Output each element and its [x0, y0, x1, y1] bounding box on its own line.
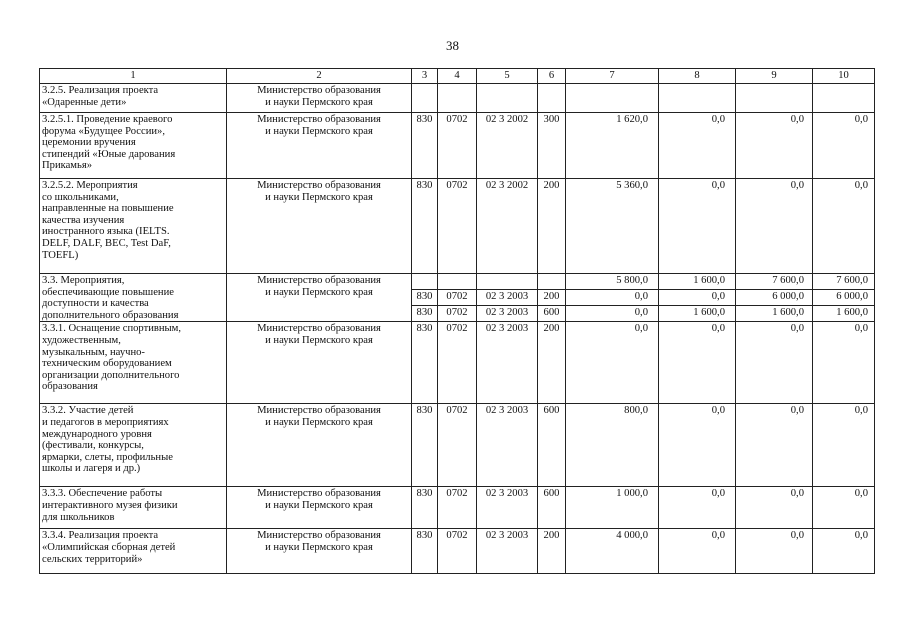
cell-c3: 830 [412, 529, 438, 574]
responsible-org: Министерство образования и науки Пермского края [227, 179, 412, 274]
cell-c10: 0,0 [813, 487, 875, 529]
cell-c4: 0702 [438, 404, 477, 487]
measure-name: 3.3. Мероприятия, обеспечивающие повышение доступности и качества дополнительного образования [40, 274, 227, 322]
table-body [40, 69, 875, 574]
responsible-org: Министерство образования и науки Пермского края [227, 322, 412, 404]
cell-c8: 0,0 [659, 113, 736, 179]
cell-c6 [538, 274, 566, 290]
responsible-org: Министерство образования и науки Пермского края [227, 274, 412, 322]
cell-c6: 200 [538, 529, 566, 574]
responsible-org: Министерство образования и науки Пермского края [227, 113, 412, 179]
cell-c10: 0,0 [813, 404, 875, 487]
cell-c6: 300 [538, 113, 566, 179]
responsible-org: Министерство образования и науки Пермского края [227, 487, 412, 529]
table-row [40, 322, 875, 404]
cell-c5: 02 3 2002 [477, 113, 538, 179]
cell-c3 [412, 84, 438, 113]
responsible-org: Министерство образования и науки Пермского края [227, 84, 412, 113]
cell-c7: 0,0 [566, 290, 659, 306]
cell-c7: 5 360,0 [566, 179, 659, 274]
header-row [40, 69, 875, 84]
cell-c7: 1 000,0 [566, 487, 659, 529]
cell-c8: 0,0 [659, 179, 736, 274]
measure-name: 3.3.2. Участие детей и педагогов в мероприятиях международного уровня (фестивали, конкурсы, ярмарки, слеты, профильные школы и лагеря и др.) [40, 404, 227, 487]
header-cell: 3 [412, 69, 438, 84]
cell-c8: 0,0 [659, 487, 736, 529]
cell-c8: 1 600,0 [659, 306, 736, 322]
header-cell: 8 [659, 69, 736, 84]
cell-c10: 7 600,0 [813, 274, 875, 290]
cell-c5: 02 3 2003 [477, 290, 538, 306]
cell-c9: 0,0 [736, 179, 813, 274]
table-row [40, 179, 875, 274]
header-cell: 7 [566, 69, 659, 84]
cell-c4: 0702 [438, 487, 477, 529]
cell-c3: 830 [412, 487, 438, 529]
cell-c6: 600 [538, 404, 566, 487]
cell-c7: 0,0 [566, 322, 659, 404]
cell-c6: 200 [538, 290, 566, 306]
budget-table [39, 68, 875, 574]
header-cell: 4 [438, 69, 477, 84]
table-row [40, 84, 875, 113]
cell-c3: 830 [412, 179, 438, 274]
cell-c3: 830 [412, 306, 438, 322]
cell-c9: 7 600,0 [736, 274, 813, 290]
measure-name: 3.3.3. Обеспечение работы интерактивного музея физики для школьников [40, 487, 227, 529]
cell-c4: 0702 [438, 179, 477, 274]
header-cell: 9 [736, 69, 813, 84]
measure-name: 3.3.4. Реализация проекта «Олимпийская сборная детей сельских территорий» [40, 529, 227, 574]
cell-c8 [659, 84, 736, 113]
header-cell: 5 [477, 69, 538, 84]
cell-c3 [412, 274, 438, 290]
cell-c6: 600 [538, 306, 566, 322]
header-cell: 2 [227, 69, 412, 84]
cell-c5: 02 3 2003 [477, 404, 538, 487]
cell-c5 [477, 274, 538, 290]
table-row [40, 404, 875, 487]
measure-name: 3.3.1. Оснащение спортивным, художественным, музыкальным, научно- техническим оборудованием организации дополнительного образования [40, 322, 227, 404]
measure-name: 3.2.5.1. Проведение краевого форума «Будущее России», церемонии вручения стипендий «Юные дарования Прикамья» [40, 113, 227, 179]
cell-c10: 1 600,0 [813, 306, 875, 322]
cell-c4: 0702 [438, 290, 477, 306]
cell-c7: 1 620,0 [566, 113, 659, 179]
cell-c9: 1 600,0 [736, 306, 813, 322]
table-row [40, 113, 875, 179]
cell-c9: 6 000,0 [736, 290, 813, 306]
cell-c4: 0702 [438, 322, 477, 404]
cell-c7: 4 000,0 [566, 529, 659, 574]
cell-c3: 830 [412, 290, 438, 306]
cell-c9: 0,0 [736, 529, 813, 574]
cell-c4 [438, 84, 477, 113]
cell-c6: 200 [538, 179, 566, 274]
page-number: 38 [446, 38, 459, 53]
cell-c5 [477, 84, 538, 113]
cell-c8: 0,0 [659, 529, 736, 574]
table-row [40, 274, 875, 290]
header-cell: 6 [538, 69, 566, 84]
cell-c7: 800,0 [566, 404, 659, 487]
cell-c5: 02 3 2003 [477, 529, 538, 574]
cell-c9: 0,0 [736, 322, 813, 404]
cell-c10: 0,0 [813, 529, 875, 574]
cell-c9 [736, 84, 813, 113]
cell-c6: 200 [538, 322, 566, 404]
cell-c5: 02 3 2003 [477, 306, 538, 322]
cell-c6 [538, 84, 566, 113]
cell-c8: 1 600,0 [659, 274, 736, 290]
cell-c4: 0702 [438, 113, 477, 179]
header-cell: 1 [40, 69, 227, 84]
measure-name: 3.2.5. Реализация проекта «Одаренные дети» [40, 84, 227, 113]
cell-c10 [813, 84, 875, 113]
cell-c9: 0,0 [736, 487, 813, 529]
cell-c7: 0,0 [566, 306, 659, 322]
measure-name: 3.2.5.2. Мероприятия со школьниками, направленные на повышение качества изучения иностранного языка (IELTS. DELF, DALF, BEC, Test DaF, TOEFL) [40, 179, 227, 274]
cell-c10: 0,0 [813, 322, 875, 404]
cell-c4 [438, 274, 477, 290]
responsible-org: Министерство образования и науки Пермского края [227, 404, 412, 487]
cell-c7 [566, 84, 659, 113]
cell-c8: 0,0 [659, 404, 736, 487]
cell-c3: 830 [412, 322, 438, 404]
cell-c4: 0702 [438, 306, 477, 322]
table-row [40, 529, 875, 574]
cell-c9: 0,0 [736, 113, 813, 179]
header-cell: 10 [813, 69, 875, 84]
cell-c3: 830 [412, 113, 438, 179]
cell-c3: 830 [412, 404, 438, 487]
cell-c4: 0702 [438, 529, 477, 574]
cell-c5: 02 3 2003 [477, 487, 538, 529]
cell-c10: 6 000,0 [813, 290, 875, 306]
cell-c10: 0,0 [813, 179, 875, 274]
cell-c8: 0,0 [659, 290, 736, 306]
cell-c7: 5 800,0 [566, 274, 659, 290]
cell-c5: 02 3 2002 [477, 179, 538, 274]
responsible-org: Министерство образования и науки Пермского края [227, 529, 412, 574]
cell-c9: 0,0 [736, 404, 813, 487]
cell-c8: 0,0 [659, 322, 736, 404]
cell-c10: 0,0 [813, 113, 875, 179]
cell-c5: 02 3 2003 [477, 322, 538, 404]
cell-c6: 600 [538, 487, 566, 529]
table-row [40, 487, 875, 529]
